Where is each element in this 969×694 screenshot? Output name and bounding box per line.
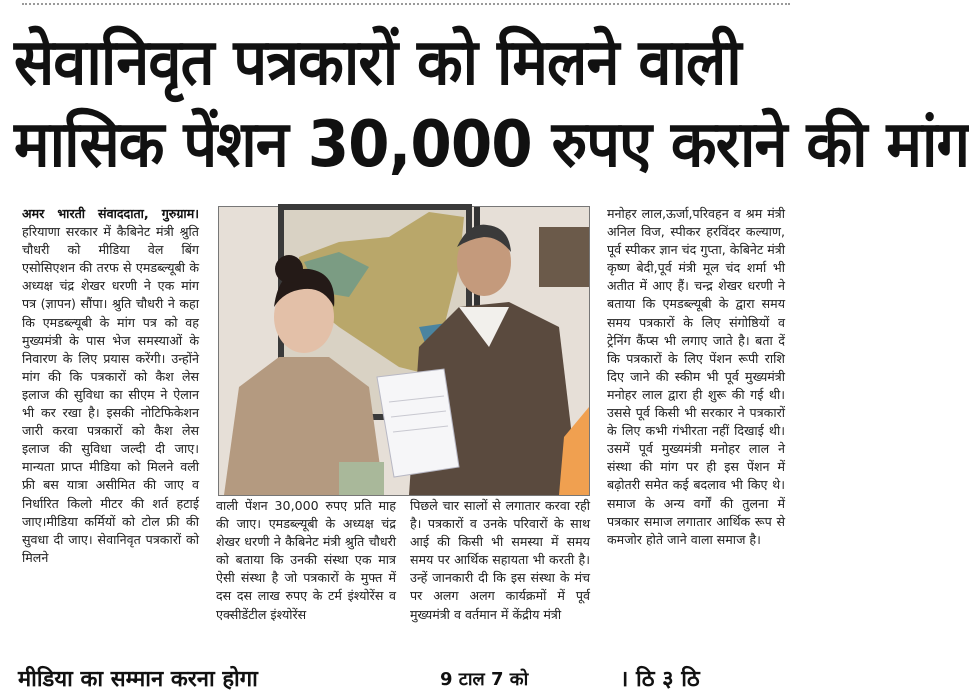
next-headline-fragment-3: । ठि ३ ठि [620,667,700,692]
dateline: अमर भारती संवाददाता, गुरुग्राम। [22,206,199,221]
next-headline-fragment-1: मीडिया का सम्मान करना होगा [18,667,258,692]
article-column-2: वाली पेंशन 30,000 रुपए प्रति माह की जाए। एमडब्ल्यूबी के अध्यक्ष चंद्र शेखर धरणी ने कैबिनेट मंत्री श्रुति चौधरी को बताया कि उनकी संस्था एक मात्र ऐसी संस्था है जो पत्रकारों के मुफ्त में दस दस लाख रुपए के टर्म इंश्योरेंस व एक्सीडेंटील इंश्योरेंस [216,498,396,622]
top-dotted-rule [22,3,790,5]
woman-hair-bun [275,255,303,283]
woman-sleeve [339,462,384,495]
wall-photo-frame [539,227,589,287]
article-column-1 [22,205,199,567]
article-column-4: मनोहर लाल,ऊर्जा,परिवहन व श्रम मंत्री अनिल विज, स्पीकर हरविंदर कल्याण, पूर्व स्पीकर ज्ञान चंद गुप्ता, केबिनेट मंत्री कृष्ण बेदी,पूर्व मंत्री मूल चंद शर्मा भी अतीत में आए हैं। चन्द्र शेखर धरणी ने बताया कि एमडब्ल्यूबी के द्वारा समय समय पत्रकारों के लिए संगोष्ठियों व ट्रेनिंग कैंप्स भी लगाए जाते है। बता दें कि पत्रकारों के लिए पेंशन रूपी राशि दिए जाने की स्कीम भी पूर्व मुख्यमंत्री मनोहर लाल द्वारा ही शुरू की गई थी। उससे पूर्व किसी भी सरकार ने पत्रकारों के लिए कभी गंभीरता नहीं दिखाई थी। उसमें पूर्व मुख्यमंत्री मनोहर लाल ने संस्था की मांग पर ही इस पेंशन में बढ़ोतरी समेत कई बदलाव भी किए थे। समाज के अन्य वर्गों की तुलना में पत्रकार समाज लगातार आर्थिक रूप से कमजोर होते जाने वाला समाज है। [607,206,785,547]
headline-line-2: मासिक पेंशन 30,000 रुपए कराने की मांग [14,108,969,182]
photo-illustration [219,207,589,495]
column-1-text: हरियाणा सरकार में कैबिनेट मंत्री श्रुति चौधरी को मीडिया वेल बिंग एसोसिएशन की तरफ से एमडब्ल्यूबी के अध्यक्ष चंद्र शेखर धरणी ने एक मांग पत्र (ज्ञापन) सौंपा। श्रुति चौधरी ने कहा कि एमडब्ल्यूबी के मांग पत्र को वह मुख्यमंत्री के पास भेज समस्याओं के निवारण के लिए प्रयास करेंगी। उन्होंने मांग की कि पत्रकारों को कैश लेस इलाज की सुविधा का सीएम ने ऐलान भी कर रखा है। इसकी नोटिफिकेशन जारी करवा पत्रकारों को कैश लेस इलाज की सुविधा जल्दी दी जाए। मान्यता प्राप्त मीडिया को मिलने वली फ्री बस यात्रा असीमित की जाए व निर्धारित किलो मीटर की शर्त हटाई जाए।मीडिया कर्मियों को टोल फ्री की सुवधा दी जाए। सेवानिवृत पत्रकारों को मिलने [22,224,199,565]
next-headline-fragment-2: 9 टाल 7 को [440,669,529,690]
headline-line-1: सेवानिवृत पत्रकारों को मिलने वाली [14,26,741,100]
article-column-3: पिछले चार सालों से लगातार करवा रही है। पत्रकारों व उनके परिवारों के साथ आई की किसी भी समस्या में समय समय पर आर्थिक सहायता भी करती है।उन्हें जानकारी दी कि इस संस्था के मंच पर अलग अलग कार्यक्रमों में पूर्व मुख्यमंत्री व वर्तमान में केंद्रीय मंत्री [410,498,590,622]
article-photo [218,206,590,496]
next-article-strip [0,666,800,692]
